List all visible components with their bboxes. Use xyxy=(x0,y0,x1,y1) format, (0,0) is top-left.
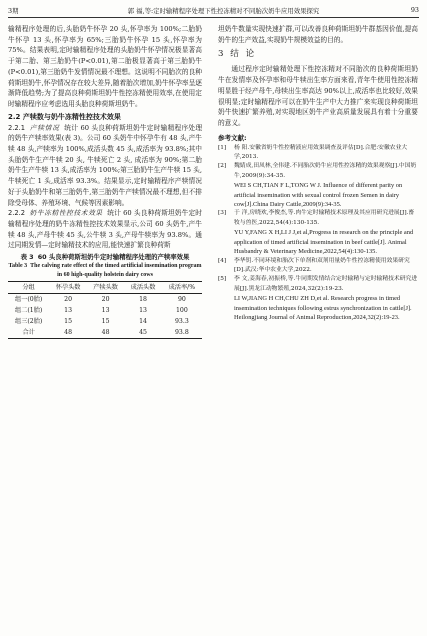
body-paragraph-2-2-2 xyxy=(8,208,202,251)
reference-number: [3] xyxy=(218,210,227,217)
body-paragraph-2-2-1 xyxy=(8,123,202,209)
section-heading-conclusion: 3 结 论 xyxy=(218,49,257,60)
table-cell: 20 xyxy=(64,296,73,304)
subsection-number: 2.2.2 xyxy=(8,209,26,218)
reference-item-en xyxy=(218,228,418,256)
column-header: 分组 xyxy=(22,284,35,292)
reference-number xyxy=(218,294,234,322)
reference-text: 李 文,姜海春,初振桥,等.牛同期发情结合定时输精与定时输精技术研究进展[J].黑龙江动物繁殖,2024,32(2):19-23. xyxy=(234,276,418,292)
section-heading-2-2: 2.2 产犊数与奶牛冻精性控技术效果 xyxy=(8,112,121,121)
reference-text: YU Y,FANG X H,LI J J,et al,Progress in research on the principle and application of timed artificial insemination in beef cattle[J]. Animal Husbandry & Veterinary Medicine,2022,54(4):130-135. xyxy=(234,229,414,256)
subsection-heading-2-2-1 xyxy=(8,124,60,132)
column-header: 产犊头数 xyxy=(93,284,118,292)
references-heading: 参考文献: xyxy=(218,133,247,142)
table-caption-text: 60 头良种荷斯坦奶牛定时输精程序处理的产犊率效果 xyxy=(37,253,190,262)
table-row xyxy=(8,294,202,306)
table-cell: 48 xyxy=(101,329,110,337)
table-caption-en xyxy=(8,262,202,279)
body-paragraph: 输精程序处理的后,头胎奶牛怀孕 20 头,怀孕率为 100%;二胎奶牛怀孕 13 头,怀孕率为 65%;三胎奶牛怀孕 15 头,怀孕率为 75%。结果表明,定时输精程序处理的头胎奶牛怀孕情况极显著高于第二胎、第三胎奶牛(P<0.01),第二胎极显著高于第三胎奶牛(P<0.01),第三胎奶牛发情情况最不理想。这说明不同胎次的良种荷斯坦奶牛,怀孕情况存在较大差异,随着胎次增加,奶牛怀孕率呈逐渐降低趋势;为了提高良种荷斯坦奶牛性控冻精使用效率,在使用定时输精程序应考虑选用头胎良种荷斯坦奶牛。 xyxy=(8,25,202,108)
running-title: 郭 福,等:定时输精程序处理下性控冻精对不同胎次奶牛应用效果探究 xyxy=(127,7,320,15)
column-header: 成活率/% xyxy=(168,284,196,292)
table-label: 表 3 xyxy=(20,253,34,262)
table-cell: 13 xyxy=(139,307,147,315)
subsection-title: 奶牛冻精性控技术效果 xyxy=(29,209,103,218)
subsection-title: 产犊情况 xyxy=(29,123,60,132)
table-caption xyxy=(8,253,202,262)
issue-number: 3期 xyxy=(8,7,19,15)
paragraph-text: 统计 60 头良种荷斯坦奶牛定时输精程序处理的奶牛冻精性控技术效果显示,公司 60 头奶牛,产牛犊 48 头,产母牛犊 45 头,公牛犊 3 头,产母牛犊率为 93.8%。通过同期发情—定时输精技术的应用,能快速扩繁良种荷斯 xyxy=(8,209,202,250)
table-header-row xyxy=(8,282,202,294)
reference-number: [4] xyxy=(218,257,227,264)
table-cell: 93.8 xyxy=(175,329,189,337)
paragraph-text: 统计 60 头良种荷斯坦奶牛定时输精程序处理的奶牛产犊率效果(表 3)。公司 60 头奶牛中怀孕牛有 48 头,产牛犊 48 头,产犊率为 100%,成活头数 45 头,成活率为 93.8%;其中头胎奶牛生产牛犊 20 头, 牛犊死亡 2 头, 成活率为 90%;第二胎奶牛生产牛犊 13 头,成活率为 100%;第三胎奶牛生产牛犊 15 头,牛犊死亡 1 头,成活率 93.3%。结果显示,定时输精程序产犊情况好于头胎奶牛和第三胎奶牛,第三胎奶牛产犊情况最不理想,但不排除受母体、养殖环境、气候等因素影响。 xyxy=(8,123,203,207)
table-cell: 组三(2胎) xyxy=(15,318,43,326)
right-column xyxy=(218,24,418,322)
reference-text: 魏婧成,田凤林,全伟建.不同胎次奶牛应用性控冻精的效果观察[J].中国奶牛,2009(9):34-35. xyxy=(234,163,417,179)
reference-item xyxy=(218,257,418,276)
table-cell: 48 xyxy=(64,329,73,337)
left-column xyxy=(8,24,202,339)
table-cell: 14 xyxy=(139,318,147,326)
column-header: 成活头数 xyxy=(130,284,156,292)
page-number: 93 xyxy=(410,6,419,14)
reference-text: LI W,JIANG H CH,CHU ZH D,et al. Research progress in timed insemination techniques following estrus synchronization in cattle[J]. Heilongjiang Journal of Animal Reproduction,2024,32(2):19-23. xyxy=(234,295,412,321)
column-header: 怀孕头数 xyxy=(55,284,81,292)
table-cell: 组一(0胎) xyxy=(15,296,43,304)
table-row-total xyxy=(8,327,202,339)
table-caption-en-text: The calving rate effect of the timed artificial insemination program in 60 high-quality holstein dairy cows xyxy=(30,263,202,278)
table-cell: 93.3 xyxy=(175,318,189,326)
table-row xyxy=(8,316,202,327)
table-cell: 15 xyxy=(101,318,110,326)
reference-number xyxy=(218,181,234,209)
reference-number: [5] xyxy=(218,276,227,283)
reference-item-en xyxy=(218,181,418,209)
table-cell: 13 xyxy=(64,307,73,315)
reference-text: 李华钥.不同环境和胎次下单剂和双剂用量奶牛性控冻精使用效果研究[D].武汉:华中农业大学,2022. xyxy=(234,257,410,273)
table-cell: 20 xyxy=(101,296,110,304)
subsection-heading-2-2-2 xyxy=(8,209,103,217)
table-cell: 18 xyxy=(139,296,147,304)
reference-number: [1] xyxy=(218,144,227,151)
table-cell: 15 xyxy=(64,318,73,326)
reference-text: 于 洋,房晓欢,李俊杰,等.肉牛定时输精技术原理及其应用研究进展[J].畜牧与兽医,2022,54(4):130-135. xyxy=(234,210,415,226)
reference-number: [2] xyxy=(218,163,227,170)
data-table xyxy=(8,281,202,339)
reference-item xyxy=(218,162,418,181)
reference-item xyxy=(218,275,418,294)
reference-item xyxy=(218,144,418,163)
table-row xyxy=(8,305,202,316)
table-label-en: Table 3 xyxy=(8,263,28,270)
header-rule xyxy=(8,17,419,18)
subsection-number: 2.2.1 xyxy=(8,123,26,132)
reference-number xyxy=(218,228,234,256)
body-paragraph: 坦奶牛数量实现快速扩群,可以改善良种荷斯坦奶牛群基因价值,提高奶牛的生产效益,实现奶牛规模效益的目的。 xyxy=(218,25,418,44)
table-cell: 45 xyxy=(139,329,147,337)
reference-item-en xyxy=(218,294,418,322)
table-cell: 90 xyxy=(177,296,186,304)
table-cell: 13 xyxy=(101,307,110,315)
reference-item xyxy=(218,209,418,228)
table-cell: 100 xyxy=(175,307,188,315)
reference-text: WEI S CH,TIAN F L,TONG W J. Influence of different parity on artificial insemination with sexual control frozen Semen in dairy cow[J].China Dairy Cattle,2009(9):34-35. xyxy=(234,182,403,209)
reference-text: 杨 阳.安徽省奶牛性控精液应用效果调查及评估[D].合肥:安徽农业大学,2013. xyxy=(234,144,408,161)
table-cell: 合计 xyxy=(22,329,35,337)
conclusion-paragraph: 通过程序定时输精处理下性控冻精对不同胎次的良种荷斯坦奶牛在发情率及怀孕率和母牛犊出生率方面来看,青年牛使用性控冻精明显胜于经产母牛,母犊出生率高达 90%以上,成活率也比较好,效果很明显;定时输精程序可以在奶牛生产中大力推广来实现良种荷斯坦奶牛快速扩繁养殖,对实现地区奶牛产业高质量发展具有着十分重要的意义。 xyxy=(218,65,418,127)
table-cell: 组二(1胎) xyxy=(15,307,43,315)
